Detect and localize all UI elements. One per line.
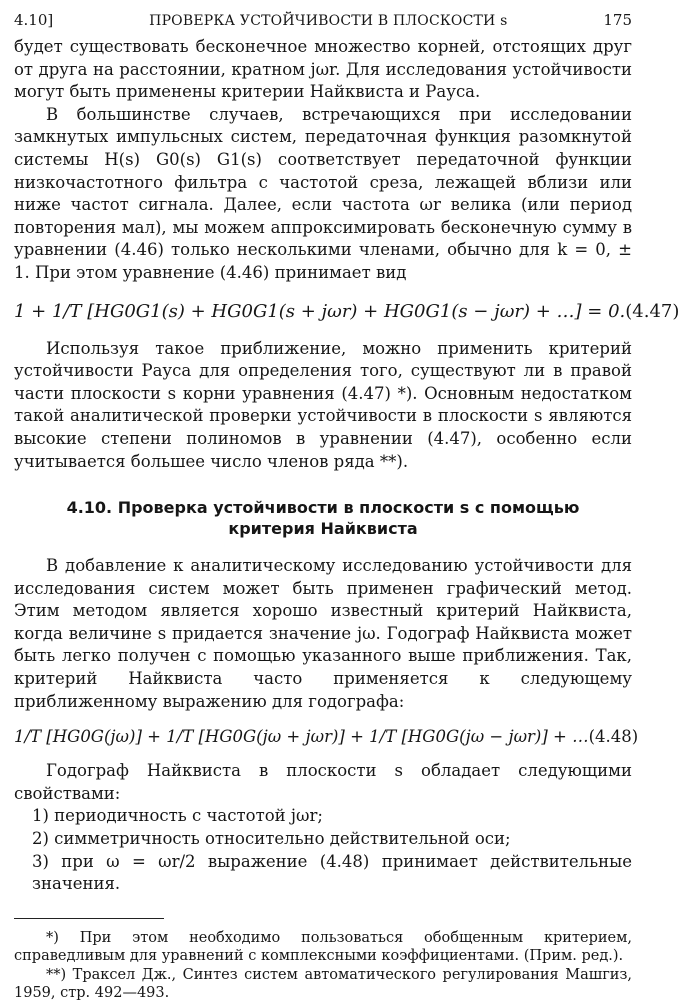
paragraph-5: Годограф Найквиста в плоскости s обладает следующими свойствами:	[14, 761, 632, 803]
paragraph-4: В добавление к аналитическому исследованию устойчивости для исследования систем может быть применен графический метод. Этим методом является хорошо известный критерий Найквиста, когда величине s придается значение jω. Годограф Найквиста может быть легко получен с помощью указанного выше приближения. Так, критерий Найквиста часто применяется к следующему приближенному выражению для годографа:	[14, 556, 632, 711]
footnote-2: **) Траксел Дж., Синтез систем автоматического регулирования Машгиз, 1959, стр. 492—493.	[14, 966, 632, 1002]
equation-4-47-expression: 1 + 1/T [HG0G1(s) + HG0G1(s + jωr) + HG0G1(s − jωr) + …] = 0.	[14, 300, 626, 322]
footnotes	[14, 929, 632, 1003]
list-item: 1) периодичность с частотой jωr;	[32, 806, 323, 826]
section-number: 4.10]	[14, 11, 54, 29]
section-heading-line-1: 4.10. Проверка устойчивости в плоскости s с помощью	[66, 498, 580, 518]
equation-4-48-number: (4.48)	[588, 727, 639, 747]
page-number: 175	[603, 11, 632, 29]
running-title: ПРОВЕРКА УСТОЙЧИВОСТИ В ПЛОСКОСТИ s	[149, 13, 508, 29]
properties-list	[14, 805, 632, 895]
list-item: 2) симметричность относительно действительной оси;	[32, 829, 511, 849]
footnote-1: *) При этом необходимо пользоваться обобщенным критерием, справедливым для уравнений с комплексными коэффициентами. (Прим. ред.).	[14, 929, 632, 965]
paragraph-1: будет существовать бесконечное множество корней, отстоящих друг от друга на расстоянии, кратном jωr. Для исследования устойчивости могут быть применены критерии Найквиста и Рауса.	[14, 37, 632, 102]
running-head	[14, 6, 632, 34]
equation-4-47-number: (4.47)	[625, 300, 679, 322]
section-heading	[14, 497, 632, 539]
list-item: 3) при ω = ωr/2 выражение (4.48) принимает действительные значения.	[32, 851, 632, 894]
equation-4-47	[14, 300, 679, 322]
paragraph-2: В большинстве случаев, встречающихся при исследовании замкнутых импульсных систем, передаточная функция разомкнутой системы H(s) G0(s) G1(s) соответствует передаточной функции низкочастотного фильтра с частотой среза, лежащей вблизи или ниже частот сигнала. Далее, если частота ωr велика (или период повторения мал), мы можем аппроксимировать бесконечную сумму в уравнении (4.46) только несколькими членами, обычно для k = 0, ± 1. При этом уравнение (4.46) принимает вид	[14, 104, 632, 282]
book-page	[14, 6, 679, 1003]
paragraph-3: Используя такое приближение, можно применить критерий устойчивости Рауса для определения того, существуют ли в правой части плоскости s корни уравнения (4.47) *). Основным недостатком такой аналитической проверки устойчивости в плоскости s являются высокие степени полиномов в уравнении (4.47), особенно если учитывается большее число членов ряда **).	[14, 338, 632, 471]
section-heading-line-2: критерия Найквиста	[228, 519, 418, 539]
equation-4-48-expression: 1/T [HG0G(jω)] + 1/T [HG0G(jω + jωr)] + 1/T [HG0G(jω − jωr)] + …	[14, 727, 589, 747]
equation-4-48	[14, 727, 639, 747]
footnote-divider	[14, 918, 164, 919]
